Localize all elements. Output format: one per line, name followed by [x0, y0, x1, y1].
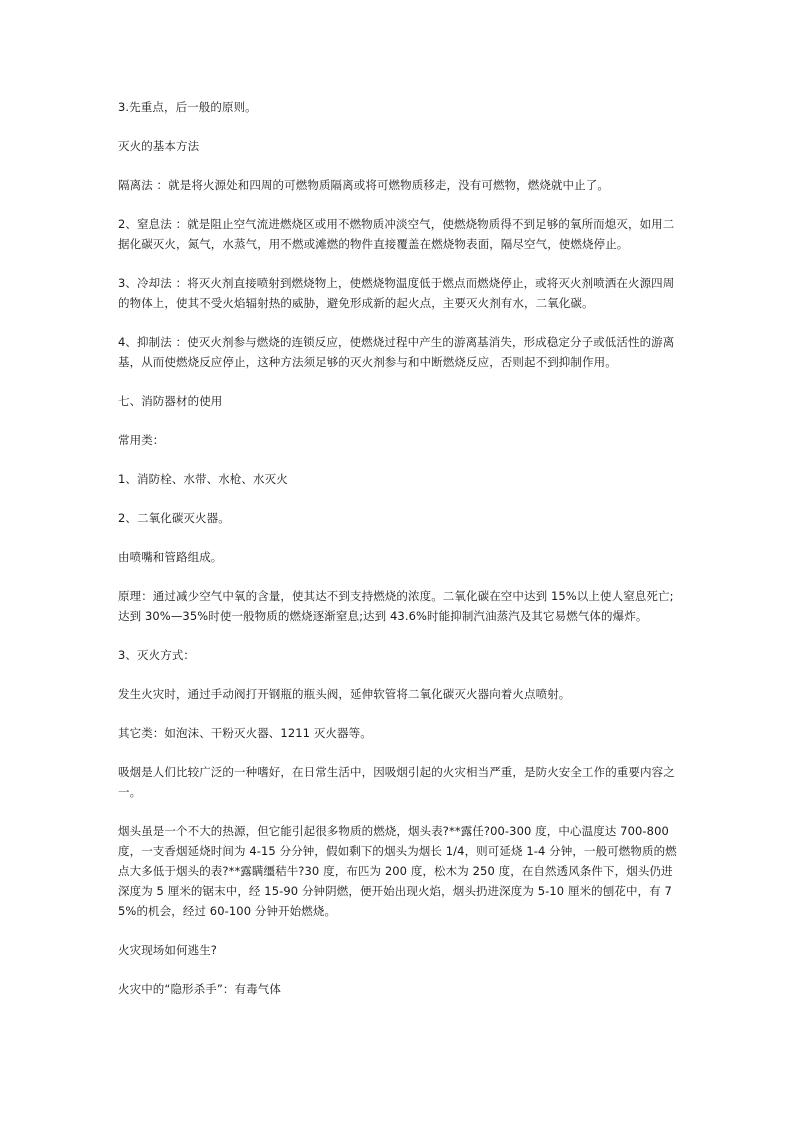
paragraph-cigarette: 烟头虽是一个不大的热源，但它能引起很多物质的燃烧，烟头表?**露任?00-300 度，中心温度达 700-800 度，一支香烟延烧时间为 4-15 分分钟，假如剩下的烟头为烟长 1/4，则可延烧 1-4 分钟，一般可燃物质的燃点大多低于烟头的表?**露瞒缰秸牛?30 度，布匹为 200 度，松木为 250 度，在自然透风条件下，烟头仍进深度为 5 厘米的锯末中，经 15-90 分钟阴燃，便开始出现火焰，烟头扔进深度为 5-10 厘米的刨花中，有 75%的机会，经过 60-100 分钟开始燃烧。	[118, 824, 677, 918]
paragraph-common-types: 常用类：	[118, 433, 165, 447]
heading-basic-methods: 灭火的基本方法	[118, 139, 200, 153]
document-body	[118, 97, 678, 1018]
paragraph-toxic-gas: 火灾中的“隐形杀手”：有毒气体	[118, 982, 281, 996]
paragraph-cooling: 3、冷却法 ：将灭火剂直接喷射到燃烧物上，使燃烧物温度低于燃点而燃烧停止，或将灭火剂喷洒在火源四周的物体上，使其不受火焰辐射热的威胁，避免形成新的起火点，主要灭火剂有水，二氧化碳。	[118, 276, 675, 310]
paragraph-method-heading: 3、灭火方式：	[118, 648, 196, 662]
paragraph-inhibition: 4、抑制法 ：使灭火剂参与燃烧的连锁反应，使燃烧过程中产生的游离基消失，形成稳定分子或低活性的游离基，从而使燃烧反应停止，这种方法须足够的灭火剂参与和中断燃烧反应，否则起不到抑制作用。	[118, 335, 675, 369]
paragraph-composition: 由喷嘴和管路组成。	[118, 550, 223, 564]
paragraph-method: 发生火灾时，通过手动阀打开钢瓶的瓶头阀，延伸软管将二氧化碳灭火器向着火点喷射。	[118, 687, 571, 701]
paragraph-hydrant: 1、消防栓、水带、水枪、水灭火	[118, 472, 288, 486]
paragraph-co2-extinguisher: 2、二氧化碳灭火器。	[118, 511, 230, 525]
paragraph-isolation: 隔离法 ：就是将火源处和四周的可燃物质隔离或将可燃物质移走，没有可燃物，燃烧就中止了。	[118, 178, 609, 192]
paragraph-suffocation: 2、窒息法 ：就是阻止空气流进燃烧区或用不燃物质冲淡空气，使燃烧物质得不到足够的氧所而熄灭，如用二据化碳灭火，氮气，水蒸气，用不燃或滩燃的物件直接覆盖在燃烧物表面，隔尽空气，使燃烧停止。	[118, 217, 675, 251]
paragraph-co2-principle: 原理：通过减少空气中氧的含量，使其达不到支持燃烧的浓度。二氧化碳在空中达到 15%以上使人窒息死亡;达到 30%—35%时使一般物质的燃烧逐渐窒息;达到 43.6%时能抑制汽油蒸汽及其它易燃气体的爆炸。	[118, 589, 674, 623]
heading-equipment-use: 七、消防器材的使用	[118, 394, 223, 408]
paragraph-escape: 火灾现场如何逃生?	[118, 943, 218, 957]
paragraph-other-types: 其它类：如泡沫、干粉灭火器、1211 灭火器等。	[118, 726, 372, 740]
paragraph-smoking: 吸烟是人们比较广泛的一种嗜好，在日常生活中，因吸烟引起的火灾相当严重，是防火安全工作的重要内容之一。	[118, 765, 675, 799]
paragraph-principle: 3.先重点，后一般的原则。	[118, 100, 257, 114]
